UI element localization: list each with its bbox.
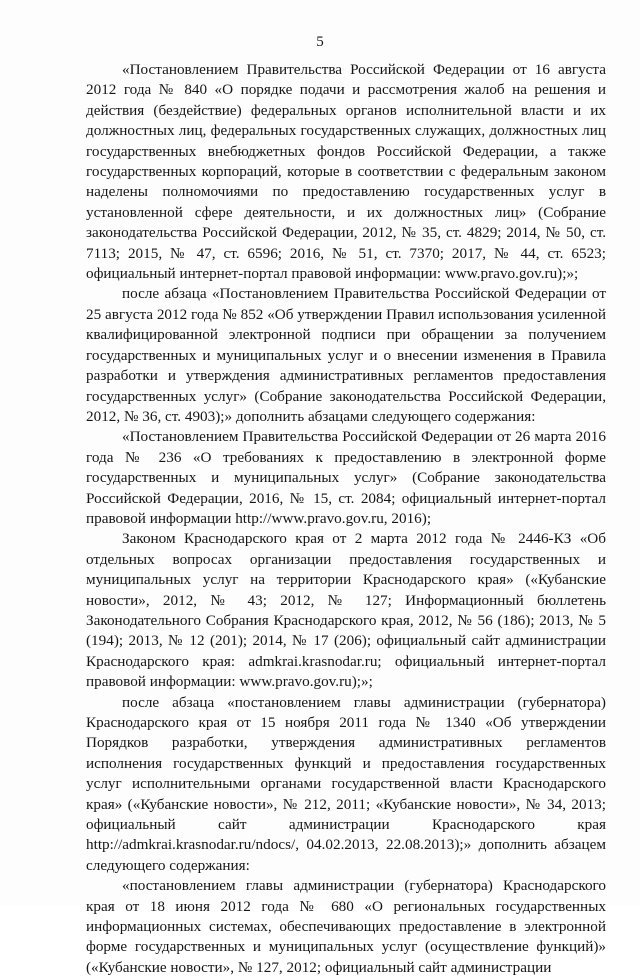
paragraph-5: после абзаца «постановлением главы администрации (губернатора) Краснодарского края от 15 ноября 2011 года № 1340 «Об утверждении Порядков разработки, утверждения административных регламентов исполнения государственных функций и предоставления государственных услуг исполнительными органами государственной власти Краснодарского края» («Кубанские новости», № 212, 2011; «Кубанские новости», № 34, 2013; официальный сайт администрации Краснодарского края http://admkrai.krasnodar.ru/ndocs/, 04.02.2013, 22.08.2013);» дополнить абзацем следующего содержания: [86,693,606,874]
document-body [86,60,606,978]
page-number: 5 [316,34,324,50]
paragraph-4: Законом Краснодарского края от 2 марта 2012 года № 2446-КЗ «Об отдельных вопросах организации предоставления государственных и муниципальных услуг на территории Краснодарского края» («Кубанские новости», 2012, № 43; 2012, № 127; Информационный бюллетень Законодательного Собрания Краснодарского края, 2012, № 56 (186); 2013, № 5 (194); 2013, № 12 (201); 2014, № 17 (206); официальный сайт администрации Краснодарского края: admkrai.krasnodar.ru; официальный интернет-портал правовой информации: www.pravo.gov.ru);»; [86,530,606,691]
paragraph-1: «Постановлением Правительства Российской Федерации от 16 августа 2012 года № 840 «О порядке подачи и рассмотрения жалоб на решения и действия (бездействие) федеральных органов исполнительной власти и их должностных лиц, федеральных государственных служащих, должностных лиц государственных внебюджетных фондов Российской Федерации, а также государственных корпораций, которые в соответствии с федеральным законом наделены полномочиями по предоставлению государственных услуг в установленной сфере деятельности, и их должностных лиц» (Собрание законодательства Российской Федерации, 2012, № 35, ст. 4829; 2014, № 50, ст. 7113; 2015, № 47, ст. 6596; 2016, № 51, ст. 7370; 2017, № 44, ст. 6523; официальный интернет-портал правовой информации: www.pravo.gov.ru);»; [86,61,606,283]
paragraph-2: после абзаца «Постановлением Правительства Российской Федерации от 25 августа 2012 года № 852 «Об утверждении Правил использования усиленной квалифицированной электронной подписи при обращении за получением государственных и муниципальных услуг и о внесении изменения в Правила разработки и утверждения административных регламентов предоставления государственных услуг» (Собрание законодательства Российской Федерации, 2012, № 36, ст. 4903);» дополнить абзацами следующего содержания: [86,285,606,425]
paragraph-6: «постановлением главы администрации (губернатора) Краснодарского края от 18 июня 2012 года № 680 «О региональных государственных информационных системах, обеспечивающих предоставление в электронной форме государственных и муниципальных услуг (осуществление функций)» («Кубанские новости», № 127, 2012; официальный сайт администрации [86,877,606,976]
paragraph-3: «Постановлением Правительства Российской Федерации от 26 марта 2016 года № 236 «О требованиях к предоставлению в электронной форме государственных и муниципальных услуг» (Собрание законодательства Российской Федерации, 2016, № 15, ст. 2084; официальный интернет-портал правовой информации http://www.pravo.gov.ru, 2016); [86,428,606,527]
